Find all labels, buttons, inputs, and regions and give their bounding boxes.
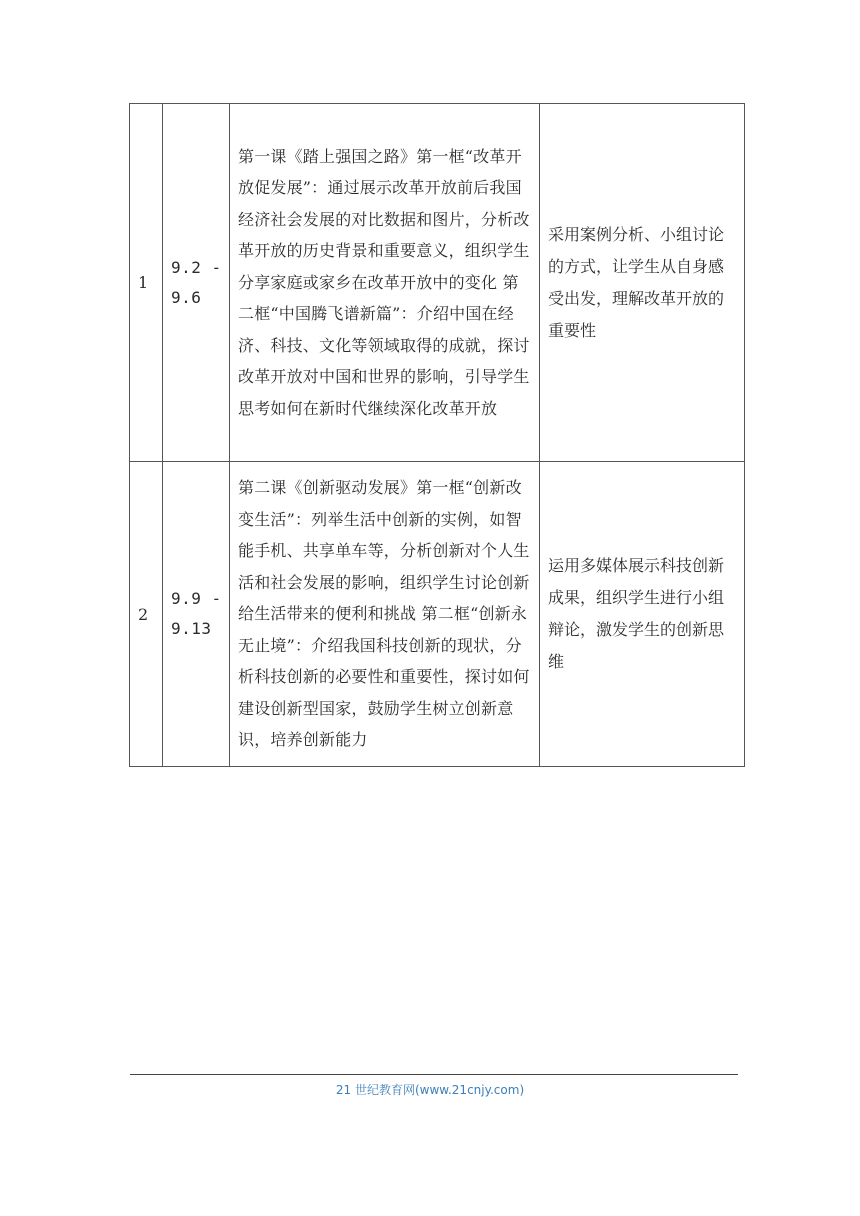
date-range	[163, 104, 230, 462]
table-row	[130, 462, 745, 767]
week-number: 1	[130, 104, 163, 462]
date-range	[163, 462, 230, 767]
week-number: 2	[130, 462, 163, 767]
teaching-method: 采用案例分析、小组讨论的方式，让学生从自身感受出发，理解改革开放的重要性	[540, 104, 745, 462]
date-end: 9.6	[171, 287, 202, 307]
lesson-content: 第二课《创新驱动发展》第一框“创新改变生活”：列举生活中创新的实例，如智能手机、共享单车等，分析创新对个人生活和社会发展的影响，组织学生讨论创新给生活带来的便利和挑战 第二框“创新永无止境”：介绍我国科技创新的现状，分析科技创新的必要性和重要性，探讨如何建设创新型国家，鼓励学生树立创新意识，培养创新能力	[230, 462, 540, 767]
table-row	[130, 104, 745, 462]
date-start: 9.2 -	[171, 257, 222, 277]
teaching-method: 运用多媒体展示科技创新成果，组织学生进行小组辩论，激发学生的创新思维	[540, 462, 745, 767]
teaching-plan-table	[129, 103, 745, 767]
footer-divider	[130, 1074, 738, 1075]
footer-source-text: 21 世纪教育网(www.21cnjy.com)	[335, 1083, 525, 1097]
lesson-content: 第一课《踏上强国之路》第一框“改革开放促发展”：通过展示改革开放前后我国经济社会发展的对比数据和图片，分析改革开放的历史背景和重要意义，组织学生分享家庭或家乡在改革开放中的变化 第二框“中国腾飞谱新篇”：介绍中国在经济、科技、文化等领域取得的成就，探讨改革开放对中国和世界的影响，引导学生思考如何在新时代继续深化改革开放	[230, 104, 540, 462]
date-start: 9.9 -	[171, 589, 222, 608]
date-end: 9.13	[171, 619, 212, 638]
